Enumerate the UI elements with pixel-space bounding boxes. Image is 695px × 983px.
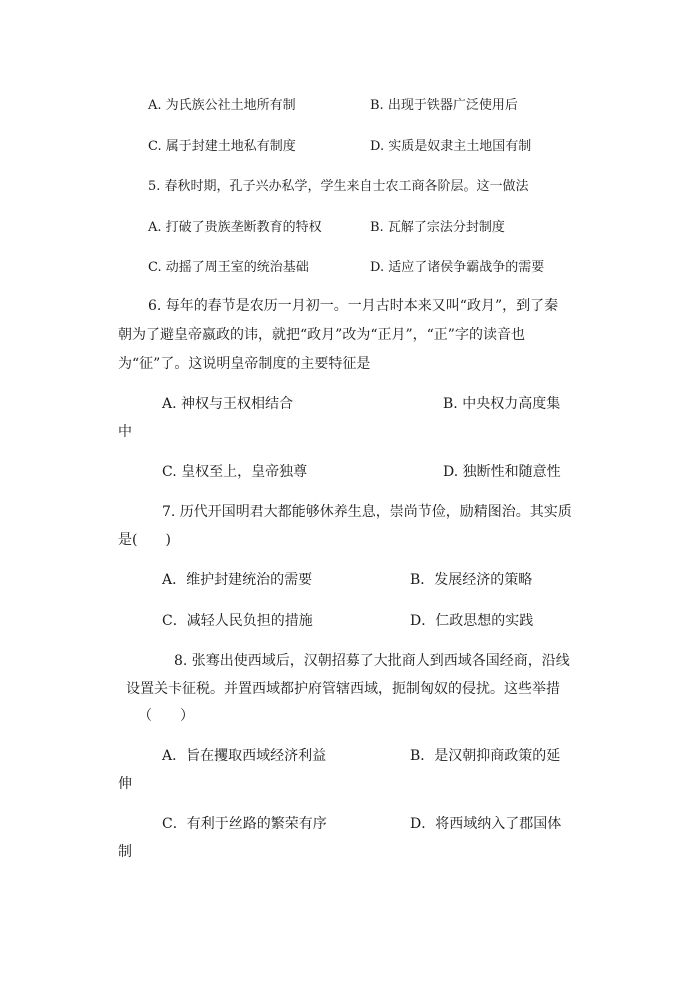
q6-option-d: D. 独断性和随意性	[443, 464, 561, 480]
q6-stem-line1: 6. 每年的春节是农历一月初一。一月古时本来又叫“政月”，到了秦	[148, 298, 559, 314]
q5-option-c: C. 动摇了周王室的统治基础	[148, 260, 309, 275]
q8-option-d-wrap: 制	[118, 844, 132, 860]
q5-option-b: B. 瓦解了宗法分封制度	[370, 220, 505, 235]
q6-stem-line3: 为“征”了。这说明皇帝制度的主要特征是	[118, 356, 371, 372]
q8-option-b: B．是汉朝抑商政策的延	[410, 748, 561, 764]
q8-stem-line2: 设置关卡征税。并置西域都护府管辖西域，扼制匈奴的侵扰。这些举措	[126, 681, 560, 697]
q4-option-a: A. 为氏族公社土地所有制	[148, 98, 296, 113]
q5-option-a: A. 打破了贵族垄断教育的特权	[148, 220, 322, 235]
q5-stem: 5. 春秋时期，孔子兴办私学，学生来自士农工商各阶层。这一做法	[148, 179, 529, 194]
q5-option-d: D. 适应了诸侯争霸战争的需要	[370, 260, 545, 275]
q4-option-b: B. 出现于铁器广泛使用后	[370, 98, 518, 113]
q4-option-c: C. 属于封建土地私有制度	[148, 139, 296, 154]
q8-option-d: D．将西域纳入了郡国体	[410, 816, 562, 832]
q8-stem-line3: （ ）	[138, 708, 194, 724]
q6-option-b: B. 中央权力高度集	[443, 396, 561, 412]
q7-option-d: D．仁政思想的实践	[410, 613, 534, 629]
q7-option-c: C．减轻人民负担的措施	[162, 613, 313, 629]
q6-option-c: C. 皇权至上，皇帝独尊	[162, 464, 308, 480]
q7-stem-line2: 是( )	[118, 532, 171, 548]
q7-option-a: A．维护封建统治的需要	[162, 572, 313, 588]
q8-option-b-wrap: 伸	[118, 776, 132, 792]
q7-option-b: B．发展经济的策略	[410, 572, 533, 588]
q4-option-d: D. 实质是奴隶主土地国有制	[370, 139, 532, 154]
q8-option-a: A．旨在攫取西域经济利益	[162, 748, 327, 764]
q8-option-c: C．有利于丝路的繁荣有序	[162, 816, 327, 832]
q6-stem-line2: 朝为了避皇帝嬴政的讳，就把“政月”改为“正月”，“正”字的读音也	[118, 327, 525, 343]
q6-option-b-wrap: 中	[118, 424, 132, 440]
q6-option-a: A. 神权与王权相结合	[162, 396, 294, 412]
q7-stem-line1: 7. 历代开国明君大都能够休养生息，崇尚节俭，励精图治。其实质	[162, 504, 572, 520]
q8-stem-line1: 8. 张骞出使西域后，汉朝招募了大批商人到西域各国经商，沿线	[174, 653, 570, 669]
